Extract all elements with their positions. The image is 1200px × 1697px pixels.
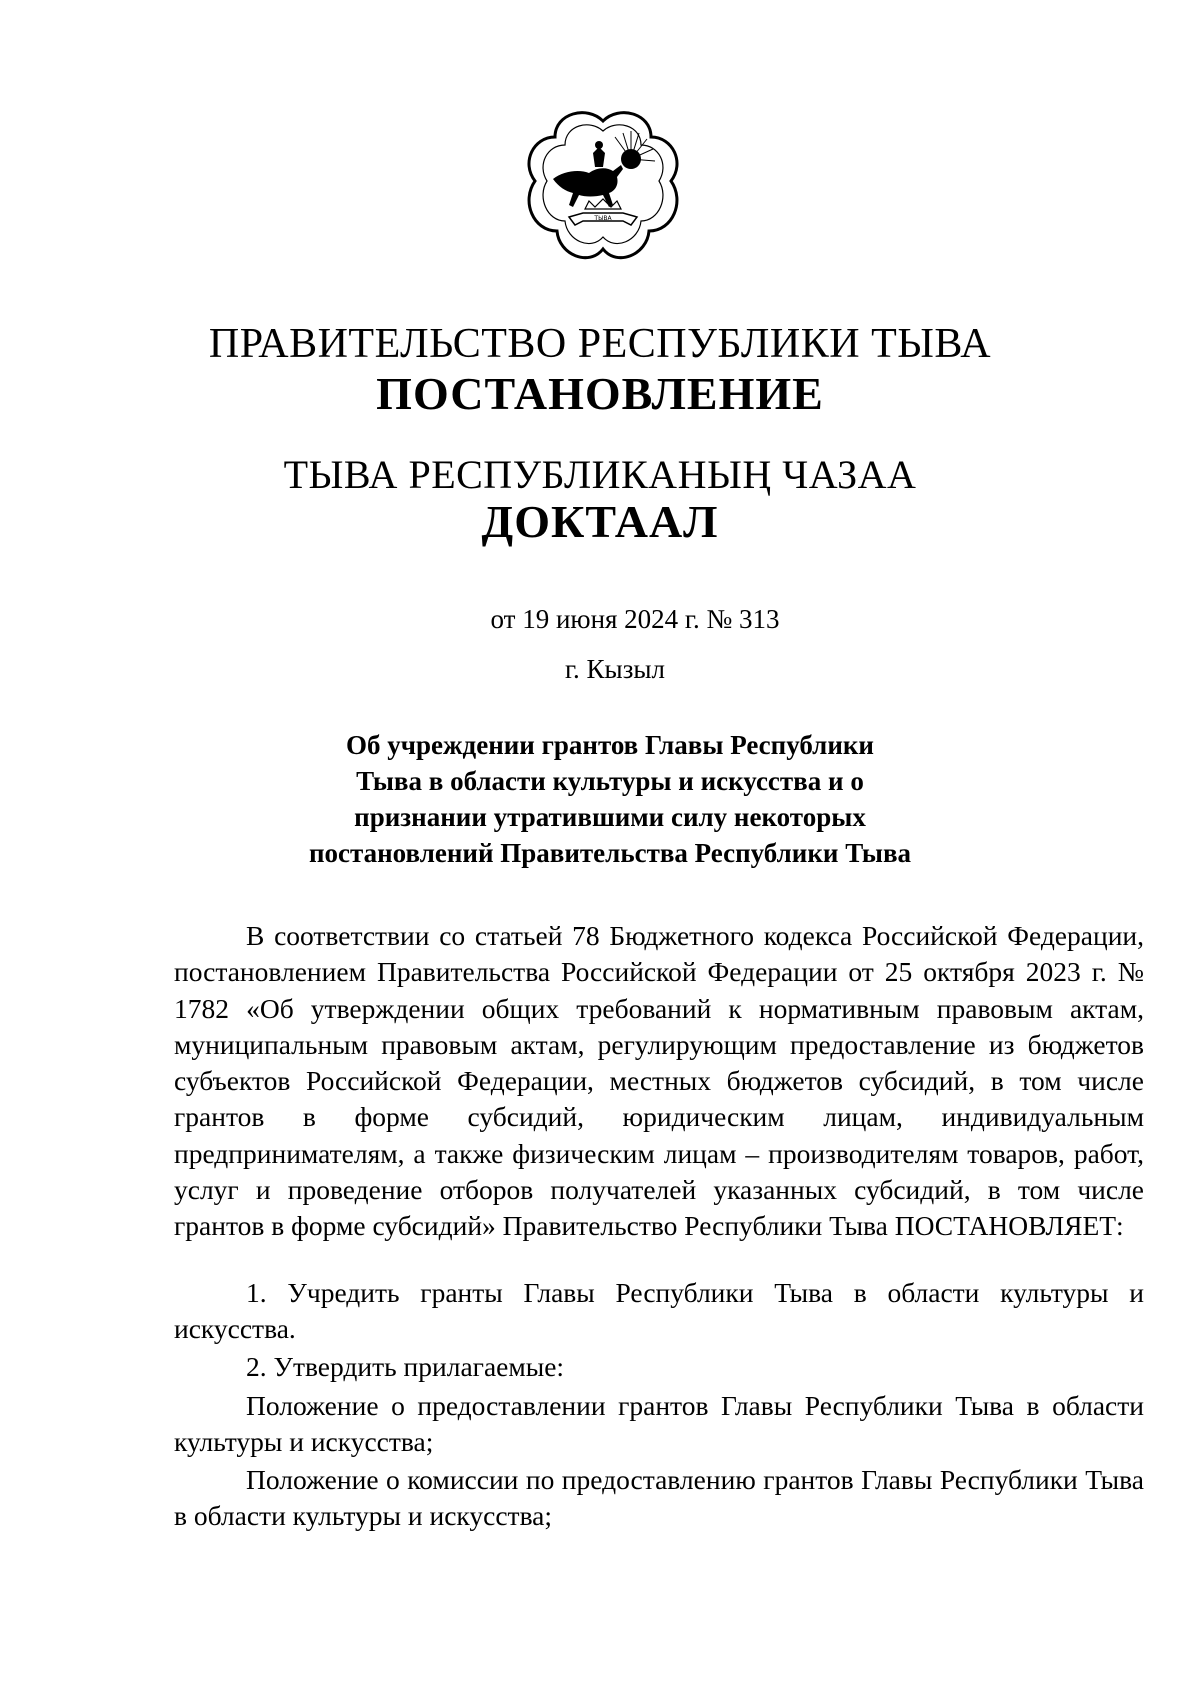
document-title <box>250 727 970 871</box>
document-body <box>174 918 1144 1535</box>
document-type-ru: ПОСТАНОВЛЕНИЕ <box>376 368 824 419</box>
title-line: постановлений Правительства Республики Тыва <box>308 838 912 868</box>
government-name-ru: ПРАВИТЕЛЬСТВО РЕСПУБЛИКИ ТЫВА <box>208 321 992 367</box>
title-line: Об учреждении грантов Главы Республики <box>346 730 874 760</box>
item-2-paragraph: 2. Утвердить прилагаемые: <box>246 1351 565 1383</box>
item-2a-paragraph: Положение о предоставлении грантов Главы Республики Тыва в области культуры и искусства; <box>174 1389 1144 1457</box>
coat-of-arms-emblem <box>523 107 683 267</box>
item-1-paragraph: 1. Учредить гранты Главы Республики Тыва в области культуры и искусства. <box>174 1276 1144 1344</box>
government-name-tyv: ТЫВА РЕСПУБЛИКАНЫҢ ЧАЗАА <box>283 452 917 497</box>
preamble-paragraph: В соответствии со статьей 78 Бюджетного кодекса Российской Федерации, постановлением Правительства Российской Федерации от 25 октября 2023 г. № 1782 «Об утверждении общих требований к нормативным правовым актам, муниципальным правовым актам, регулирующим предоставление из бюджетов субъектов Российской Федерации, местных бюджетов субсидий, в том числе грантов в форме субсидий, юридическим лицам, индивидуальным предпринимателям, а также физическим лицам – производителям товаров, работ, услуг и проведение отборов получателей указанных субсидий, в том числе грантов в форме субсидий» Правительство Республики Тыва ПОСТАНОВЛЯЕТ: <box>174 920 1144 1242</box>
date-and-number: от 19 июня 2024 г. № 313 <box>490 604 780 634</box>
item-2b-paragraph: Положение о комиссии по предоставлению грантов Главы Республики Тыва в области культуры и искусства; <box>174 1464 1144 1532</box>
title-line: признании утратившими силу некоторых <box>354 802 866 832</box>
city: г. Кызыл <box>565 654 665 684</box>
title-line: Тыва в области культуры и искусства и о <box>356 766 864 796</box>
document-type-tyv: ДОКТААЛ <box>481 496 719 547</box>
svg-text:ТЫВА: ТЫВА <box>594 215 612 222</box>
